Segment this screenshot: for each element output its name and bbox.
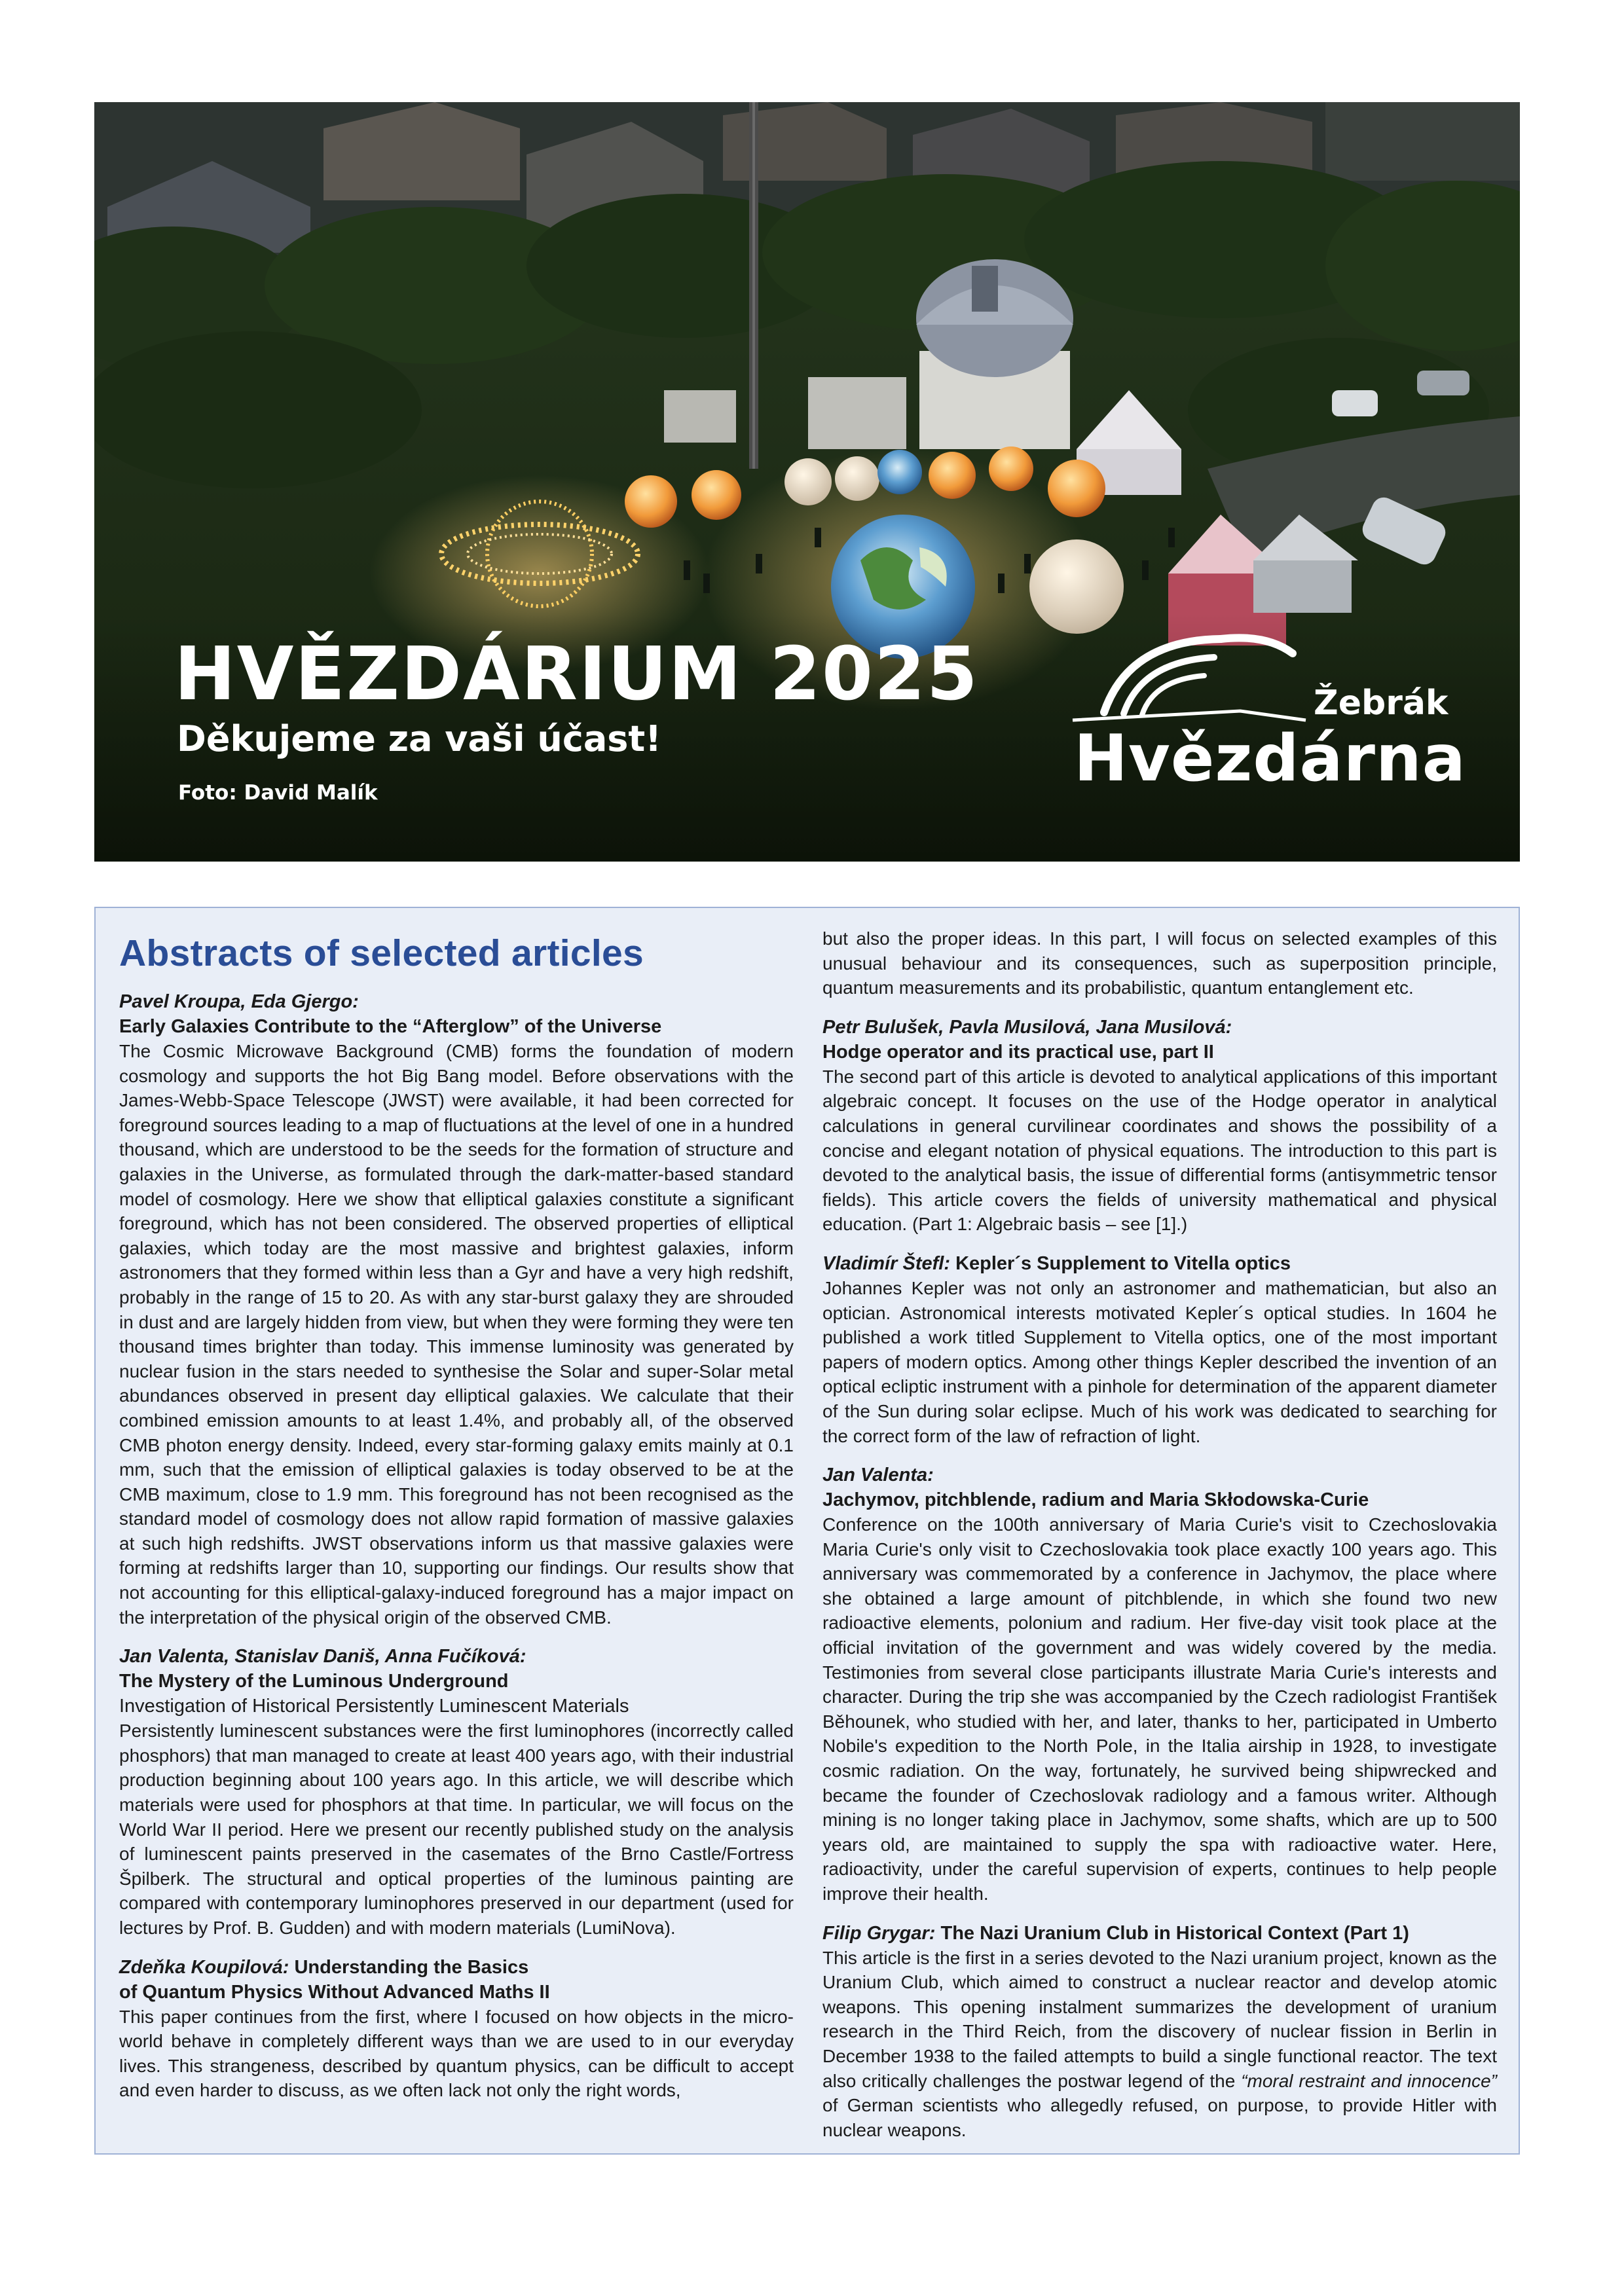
- article-stefl: [822, 1251, 1497, 1448]
- article-body-part: of German scientists who allegedly refused, on purpose, to provide Hitler with nuclear weapons.: [822, 2095, 1497, 2140]
- article-authors-inline: [119, 1955, 794, 1980]
- article-body-continued: but also the proper ideas. In this part, I will focus on selected examples of this unusual behaviour and its consequences, such as superposition principle, quantum measurements and its probabilistic, quantum entanglement etc.: [822, 928, 1497, 998]
- article-authors: Zdeňka Koupilová:: [119, 1956, 289, 1978]
- article-valenta-curie: [822, 1463, 1497, 1906]
- hero-title: HVĚZDÁRIUM 2025: [174, 632, 979, 717]
- article-title-line2: of Quantum Physics Without Advanced Maths II: [119, 1981, 550, 2003]
- section-title: Abstracts of selected articles: [119, 932, 644, 974]
- article-authors: Vladimír Štefl:: [822, 1252, 950, 1274]
- article-authors: Pavel Kroupa, Eda Gjergo:: [119, 991, 359, 1012]
- article-title: Understanding the Basics: [294, 1956, 529, 1978]
- article-body: Conference on the 100th anniversary of Maria Curie's visit to Czechoslovakia Maria Curie's only visit to Czechoslovakia took place exactly 100 years ago. This anniversary was commemorated by a conference in Jachymov, the place where she obtained a large amount of pitchblende, in which she found two new radioactive elements, polonium and radium. Her five-day visit took place at the official invitation of the government and was widely covered by the media. Testimonies from several close participants illustrate Maria Curie's interests and character. During the trip she was accompanied by the Czech radiologist František Běhounek, who studied with her, and later, thanks to her, participated in Umberto Nobile's expedition to the North Pole, in the Italia airship in 1928, to investigate cosmic radiation. On the way, fortunately, he survived being shipwrecked and became the founder of Czechoslovak radiology and a famous writer. Although mining is no longer taking place in Jachymov, some shafts, which are up to 500 years old, are maintained to supply the spa with radioactive water. Here, radioactivity, under the careful supervision of experts, continues to help people improve their health.: [822, 1514, 1497, 1904]
- article-title: The Nazi Uranium Club in Historical Context (Part 1): [940, 1922, 1409, 1944]
- article-koupilova-continued: [822, 926, 1497, 1000]
- article-body: The second part of this article is devoted to analytical applications of this important algebraic concept. It focuses on the use of the Hodge operator in analytical calculations in general curvilinear coordinates and shows the possibility of a concise and elegant notation of physical equations. The introduction to this part is devoted to the analytical basis, the issue of differential forms (antisymmetric tensor fields). This article covers the fields of university mathematical and physical education. (Part 1: Algebraic basis – see [1].): [822, 1066, 1497, 1235]
- article-valenta-underground: [119, 1644, 794, 1940]
- article-subtitle: Investigation of Historical Persistently Luminescent Materials: [119, 1696, 629, 1717]
- article-authors-inline: [822, 1921, 1497, 1946]
- article-body: This paper continues from the first, where I focused on how objects in the micro-world behave in completely different ways than we are used to in our everyday lives. This strangeness, described by quantum physics, can be difficult to accept and even harder to discuss, as we often lack not only the right words,: [119, 2006, 794, 2101]
- photo-credit: Foto: David Malík: [178, 781, 378, 805]
- article-authors: Filip Grygar:: [822, 1922, 936, 1944]
- article-body: [822, 1946, 1497, 2143]
- article-body: Johannes Kepler was not only an astronomer and mathematician, but also an optician. Astronomical interests motivated Kepler´s optical studies. In 1604 he published a work titled Supplement to Vitella optics, one of the most important papers of modern optics. Among other things Kepler described the invention of an optical ecliptic instrument with a pinhole for determination of the apparent diameter of the Sun during solar eclipse. Much of his work was dedicated to searching for the correct form of the law of refraction of light.: [822, 1277, 1497, 1446]
- logo-place-name: Žebrák: [1314, 683, 1449, 723]
- right-column: [822, 926, 1497, 2157]
- article-title: Kepler´s Supplement to Vitella optics: [955, 1252, 1291, 1274]
- article-title: Early Galaxies Contribute to the “Afterglow” of the Universe: [119, 1016, 662, 1037]
- article-authors: Jan Valenta, Stanislav Daniš, Anna Fučíková:: [119, 1646, 526, 1667]
- article-body: Persistently luminescent substances were the first luminophores (incorrectly called phosphors) that man managed to create at least 400 years ago, with their industrial production beginning about 100 years ago. In this article, we will describe which materials were used for phosphors at that time. In particular, we will focus on the World War II period. Here we present our recently published study on the analysis of luminescent paints preserved in the casemates of the Brno Castle/Fortress Špilberk. The structural and optical properties of the luminous painting are compared with contemporary luminophores preserved in our department (used for lectures by Prof. B. Gudden) and with modern materials (LumiNova).: [119, 1721, 794, 1938]
- article-title: Hodge operator and its practical use, part II: [822, 1041, 1214, 1063]
- article-body: The Cosmic Microwave Background (CMB) forms the foundation of modern cosmology and supports the hot Big Bang model. Before observations with the James-Webb-Space Telescope (JWST) were available, it had been corrected for foreground sources leading to a map of fluctuations at the level of one in a hundred thousand, which are understood to be the seeds for the formation of structure and galaxies in the Universe, as formulated through the dark-matter-based standard model of cosmology. Here we show that elliptical galaxies constitute a significant foreground, which has not been considered. The observed properties of elliptical galaxies, which today are the most massive and brightest galaxies, inform astronomers that they formed within less than a Gyr and have a very high redshift, probably in the range of 15 to 20. As with any star-burst galaxy they are shrouded in dust and are largely hidden from view, but when they were forming they were ten thousand times brighter than today. This immense luminosity was generated by nuclear fusion in the stars needed to synthesise the Solar and super-Solar metal abundances observed in present day elliptical galaxies. We calculate that their combined emission amounts to at least 1.4%, and probably all, of the observed CMB photon energy density. Indeed, every star-forming galaxy emits mainly at 0.1 mm, such that the emission of elliptical galaxies is today observed to be at the CMB maximum, close to 1.9 mm. This foreground has not been recognised as the standard model of cosmology does not allow rapid formation of massive galaxies at such high redshifts. JWST observations inform us that massive galaxies were forming at redshifts larger than 10, supporting our findings. Our results show that not accounting for this elliptical-galaxy-induced foreground has a major impact on the interpretation of the physical origin of the observed CMB.: [119, 1041, 794, 1628]
- article-authors: Petr Bulušek, Pavla Musilová, Jana Musilová:: [822, 1016, 1232, 1038]
- article-body-emphasis: “moral restraint and innocence”: [1241, 2070, 1498, 2091]
- article-grygar: [822, 1921, 1497, 2143]
- left-column: [119, 989, 794, 2117]
- article-kroupa: [119, 989, 794, 1630]
- article-authors-inline: [822, 1251, 1497, 1276]
- abstracts-box: [94, 907, 1520, 2155]
- article-bulusek: [822, 1015, 1497, 1237]
- article-body-part: This article is the first in a series devoted to the Nazi uranium project, known as the Uranium Club, which aimed to construct a nuclear reactor and develop atomic weapons. This opening instalment summarizes the development of uranium research in the Third Reich, from the discovery of nuclear fission in Berlin in December 1938 to the failed attempts to build a single functional reactor. The text also critically challenges the postwar legend of the: [822, 1947, 1497, 2091]
- article-authors: Jan Valenta:: [822, 1465, 934, 1486]
- article-title: The Mystery of the Luminous Underground: [119, 1671, 509, 1692]
- article-koupilova: [119, 1955, 794, 2103]
- observatory-logo: [1070, 634, 1466, 830]
- hero-subtitle: Děkujeme za vaši účast!: [177, 718, 661, 759]
- hero-photo: [94, 102, 1520, 862]
- logo-name: Hvězdárna: [1074, 721, 1466, 796]
- article-title: Jachymov, pitchblende, radium and Maria Skłodowska-Curie: [822, 1489, 1369, 1511]
